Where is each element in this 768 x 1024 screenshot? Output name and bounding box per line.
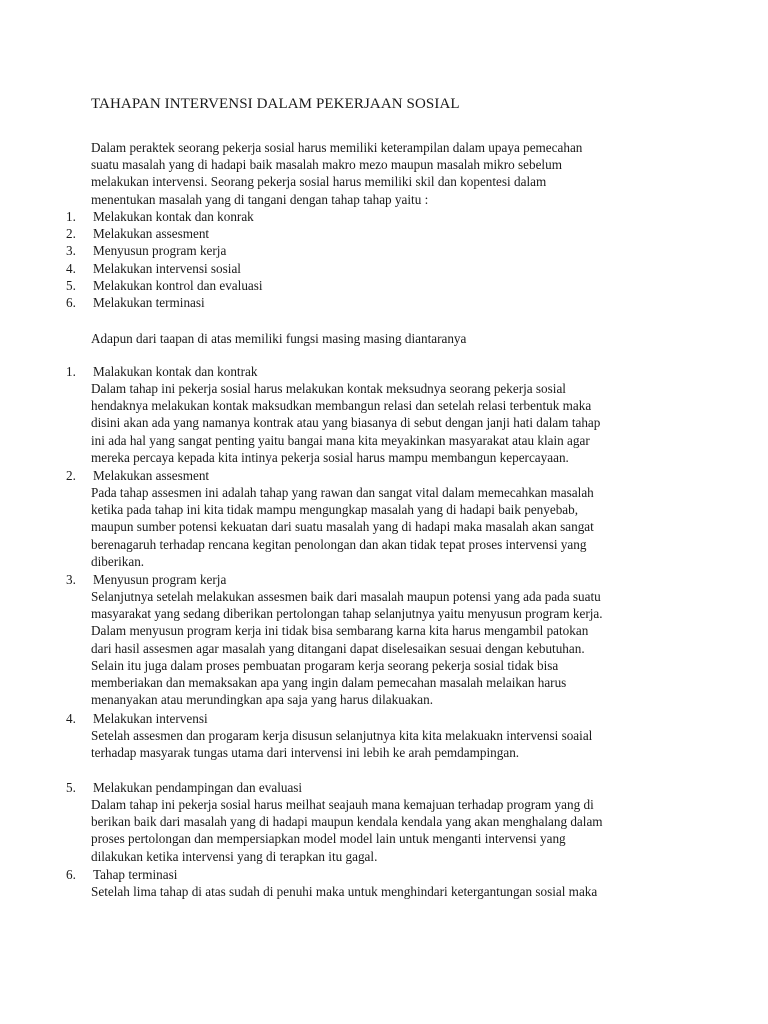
functions-intro-text: Adapun dari taapan di atas memiliki fungsi masing masing diantaranya xyxy=(91,331,467,346)
intro-line: Dalam peraktek seorang pekerja sosial harus memiliki keterampilan dalam upaya pemecahan xyxy=(91,140,583,155)
steps-list-item xyxy=(66,225,209,242)
list-number: 2. xyxy=(66,226,76,241)
body-line: dari hasil assesmen agar masalah yang ditangani dapat diselesaikan sesuai dengan kebutuhan. xyxy=(91,640,585,656)
list-item-label: Melakukan terminasi xyxy=(93,295,205,310)
list-item-label: Melakukan intervensi sosial xyxy=(93,261,241,276)
section-number: 5. xyxy=(66,780,76,795)
section-body xyxy=(91,380,691,466)
list-item-label: Melakukan kontrol dan evaluasi xyxy=(93,278,263,293)
body-line: Setelah lima tahap di atas sudah di penuhi maka untuk menghindari ketergantungan sosial maka xyxy=(91,884,598,899)
body-line: memberiakan dan memaksakan apa yang ingin dalam pemecahan masalah melaikan harus xyxy=(91,675,567,691)
body-line: Selain itu juga dalam proses pembuatan progaram kerja seorang pekerja sosial tidak bisa xyxy=(91,657,559,673)
section-number: 4. xyxy=(66,711,76,726)
body-line: maupun sumber potensi kekuatan dari suatu masalah yang di hadapi maka masalah akan sangat xyxy=(91,519,594,535)
body-line: diberikan. xyxy=(91,553,145,569)
section-heading xyxy=(66,467,209,484)
body-line: ini ada hal yang sangat penting yaitu bangai mana kita meyakinkan masyarakat atau klain agar xyxy=(91,432,590,448)
body-line: berenagaruh terhadap rencana kegitan penolongan dan akan tidak tepat proses intervensi yang xyxy=(91,536,587,552)
list-number: 4. xyxy=(66,261,76,276)
body-line: ketika pada tahap ini kita tidak mampu mengungkap masalah yang di hadapi baik penyebab, xyxy=(91,502,579,518)
body-line: dilakukan ketika intervensi yang di terapkan itu gagal. xyxy=(91,848,378,864)
section-heading xyxy=(66,363,257,380)
section-title: Melakukan pendampingan dan evaluasi xyxy=(93,780,303,795)
intro-line: menentukan masalah yang di tangani dengan tahap tahap yaitu : xyxy=(91,191,429,207)
functions-intro xyxy=(91,330,691,347)
section-title: Melakukan assesment xyxy=(93,468,210,483)
body-line: Dalam tahap ini pekerja sosial harus melakukan kontak meksudnya seorang pekerja sosial xyxy=(91,381,566,396)
body-line: Dalam tahap ini pekerja sosial harus meilhat seajauh mana kemajuan terhadap program yang di xyxy=(91,797,594,812)
body-line: terhadap masyarak tungas utama dari intervensi ini lebih ke arah pemdampingan. xyxy=(91,745,520,761)
steps-list-item xyxy=(66,277,263,294)
list-item-label: Melakukan assesment xyxy=(93,226,210,241)
body-line: hendaknya melakukan kontak maksudkan membangun relasi dan setelah relasi terbentuk maka xyxy=(91,398,592,414)
body-line: mereka percaya kepada kita intinya pekerja sosial harus mampu membangun kepercayaan. xyxy=(91,449,569,465)
section-heading xyxy=(66,866,177,883)
list-number: 1. xyxy=(66,209,76,224)
section-heading xyxy=(66,710,208,727)
document-title: TAHAPAN INTERVENSI DALAM PEKERJAAN SOSIAL xyxy=(91,96,460,112)
section-body xyxy=(91,588,691,708)
section-number: 2. xyxy=(66,468,76,483)
steps-list-item xyxy=(66,260,241,277)
section-title: Tahap terminasi xyxy=(93,867,178,882)
body-line: proses pertolongan dan mempersiapkan model model lain untuk menganti intervensi yang xyxy=(91,831,566,847)
body-line: Dalam menyusun program kerja ini tidak bisa sembarang karna kita harus mengambil patokan xyxy=(91,623,589,639)
section-title: Melakukan intervensi xyxy=(93,711,208,726)
list-item-label: Menyusun program kerja xyxy=(93,243,227,258)
section-title: Malakukan kontak dan kontrak xyxy=(93,364,258,379)
section-heading xyxy=(66,571,226,588)
list-item-label: Melakukan kontak dan konrak xyxy=(93,209,254,224)
section-number: 1. xyxy=(66,364,76,379)
intro-line: melakukan intervensi. Seorang pekerja sosial harus memiliki skil dan kopentesi dalam xyxy=(91,174,547,190)
section-number: 3. xyxy=(66,572,76,587)
section-body xyxy=(91,796,691,865)
steps-list-item xyxy=(66,242,226,259)
body-line: Pada tahap assesmen ini adalah tahap yang rawan dan sangat vital dalam memecahkan masalah xyxy=(91,485,594,500)
section-heading xyxy=(66,779,302,796)
section-title: Menyusun program kerja xyxy=(93,572,227,587)
body-line: Setelah assesmen dan progaram kerja disusun selanjutnya kita kita melakuakn intervensi soaial xyxy=(91,728,593,743)
section-number: 6. xyxy=(66,867,76,882)
body-line: Selanjutnya setelah melakukan assesmen baik dari masalah maupun potensi yang ada pada suatu xyxy=(91,589,601,604)
body-line: menanyakan atau merundingkan apa saja yang harus dilakuakan. xyxy=(91,692,434,708)
list-number: 6. xyxy=(66,295,76,310)
list-number: 5. xyxy=(66,278,76,293)
body-line: masyarakat yang sedang diberikan pertolongan tahap selanjutnya yaitu menyusun program kerja. xyxy=(91,606,603,622)
list-number: 3. xyxy=(66,243,76,258)
steps-list-item xyxy=(66,294,205,311)
intro-line: suatu masalah yang di hadapi baik masalah makro mezo maupun masalah mikro sebelum xyxy=(91,157,562,173)
section-body xyxy=(91,883,691,900)
intro-paragraph xyxy=(91,139,691,208)
section-body xyxy=(91,727,691,761)
body-line: disini akan ada yang namanya kontrak atau yang biasanya di sebut dengan janji hati dalam tahap xyxy=(91,415,601,431)
steps-list-item xyxy=(66,208,254,225)
body-line: berikan baik dari masalah yang di hadapi maupun kendala kendala yang akan menghalang dalam xyxy=(91,814,603,830)
section-body xyxy=(91,484,691,570)
